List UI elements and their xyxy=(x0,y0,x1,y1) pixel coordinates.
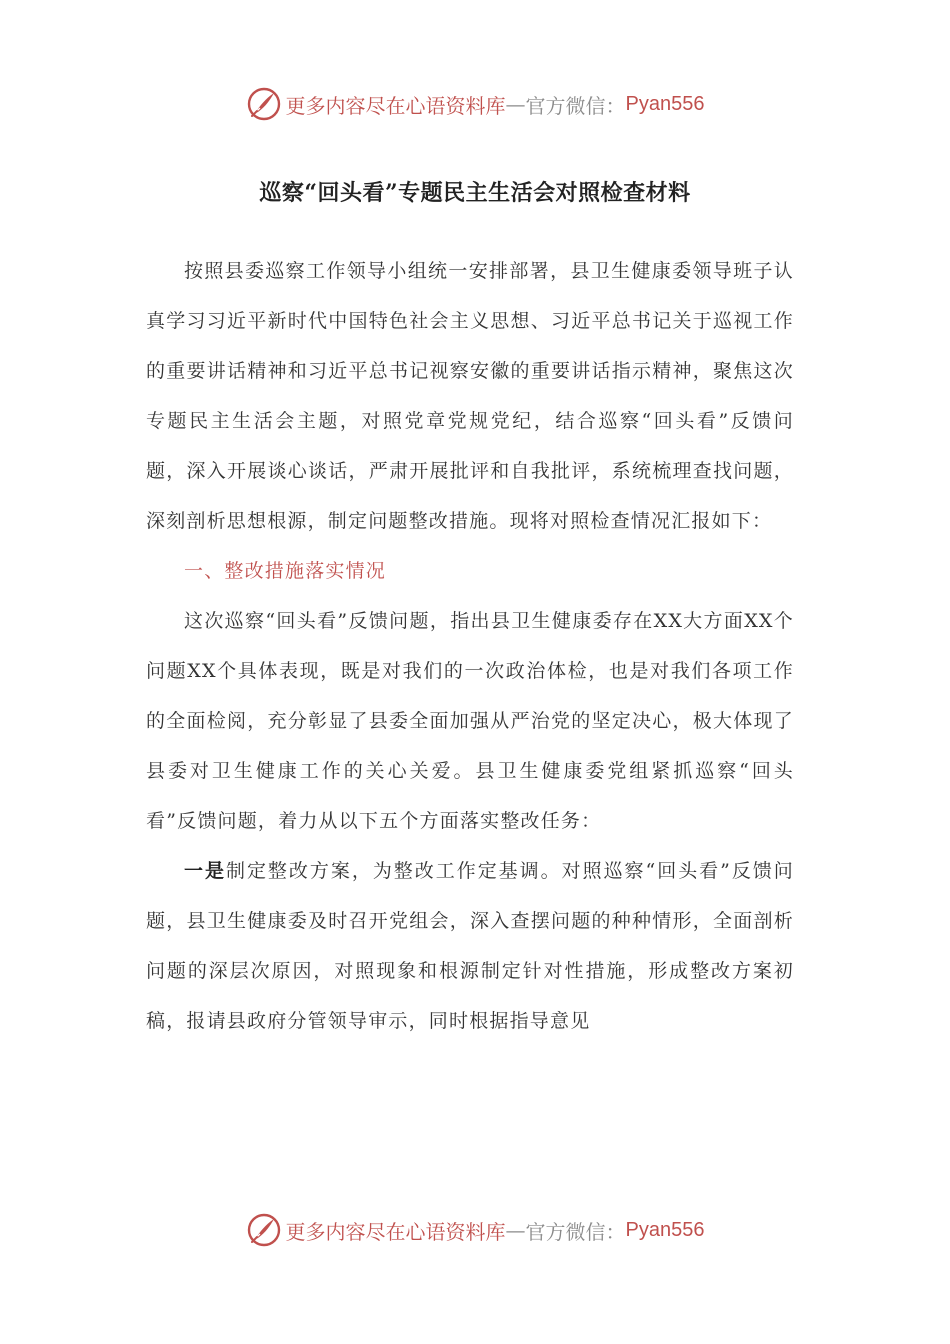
banner-wechat-id: Pyan556 xyxy=(625,1218,705,1241)
section-paragraph-measure xyxy=(146,846,794,1046)
document-title: 巡察“回头看”专题民主生活会对照检查材料 xyxy=(259,180,691,206)
measure-text: 制定整改方案，为整改工作定基调。对照巡察“回头看”反馈问题，县卫生健康委及时召开党组会，深入查摆问题的种种情形，全面剖析问题的深层次原因，对照现象和根源制定针对性措施，形成整改方案初稿，报请县政府分管领导审示，同时根据指导意见 xyxy=(146,860,795,1032)
section-paragraph: 这次巡察“回头看”反馈问题，指出县卫生健康委存在XX大方面XX个问题XX个具体表现，既是对我们的一次政治体检，也是对我们各项工作的全面检阅，充分彰显了县委全面加强从严治党的坚定决心，极大体现了县委对卫生健康工作的关心关爱。县卫生健康委党组紧抓巡察“回头看”反馈问题，着力从以下五个方面落实整改任务： xyxy=(146,610,794,832)
intro-paragraph: 按照县委巡察工作领导小组统一安排部署，县卫生健康委领导班子认真学习习近平新时代中国特色社会主义思想、习近平总书记关于巡视工作的重要讲话精神和习近平总书记视察安徽的重要讲话指示精神，聚焦这次专题民主生活会主题，对照党章党规党纪，结合巡察“回头看”反馈问题，深入开展谈心谈话，严肃开展批评和自我批评，系统梳理查找问题，深刻剖析思想根源，制定问题整改措施。现将对照检查情况汇报如下： xyxy=(146,260,794,532)
lead-phrase: 一是 xyxy=(184,860,226,882)
document-body xyxy=(146,246,794,1046)
footer-watermark-banner xyxy=(0,1210,950,1250)
banner-separator: — xyxy=(505,92,526,116)
banner-text: 更多内容尽在心语资料库 xyxy=(285,93,506,118)
banner-wechat-label: 官方微信： xyxy=(525,93,626,118)
section-heading: 一、整改措施落实情况 xyxy=(184,560,387,582)
banner-wechat-id: Pyan556 xyxy=(625,92,705,115)
quill-logo-icon xyxy=(246,86,282,122)
quill-logo-icon xyxy=(246,1212,282,1248)
header-watermark-banner xyxy=(0,84,950,124)
banner-wechat-label: 官方微信： xyxy=(525,1219,626,1244)
banner-text: 更多内容尽在心语资料库 xyxy=(285,1219,506,1244)
banner-separator: — xyxy=(505,1218,526,1242)
